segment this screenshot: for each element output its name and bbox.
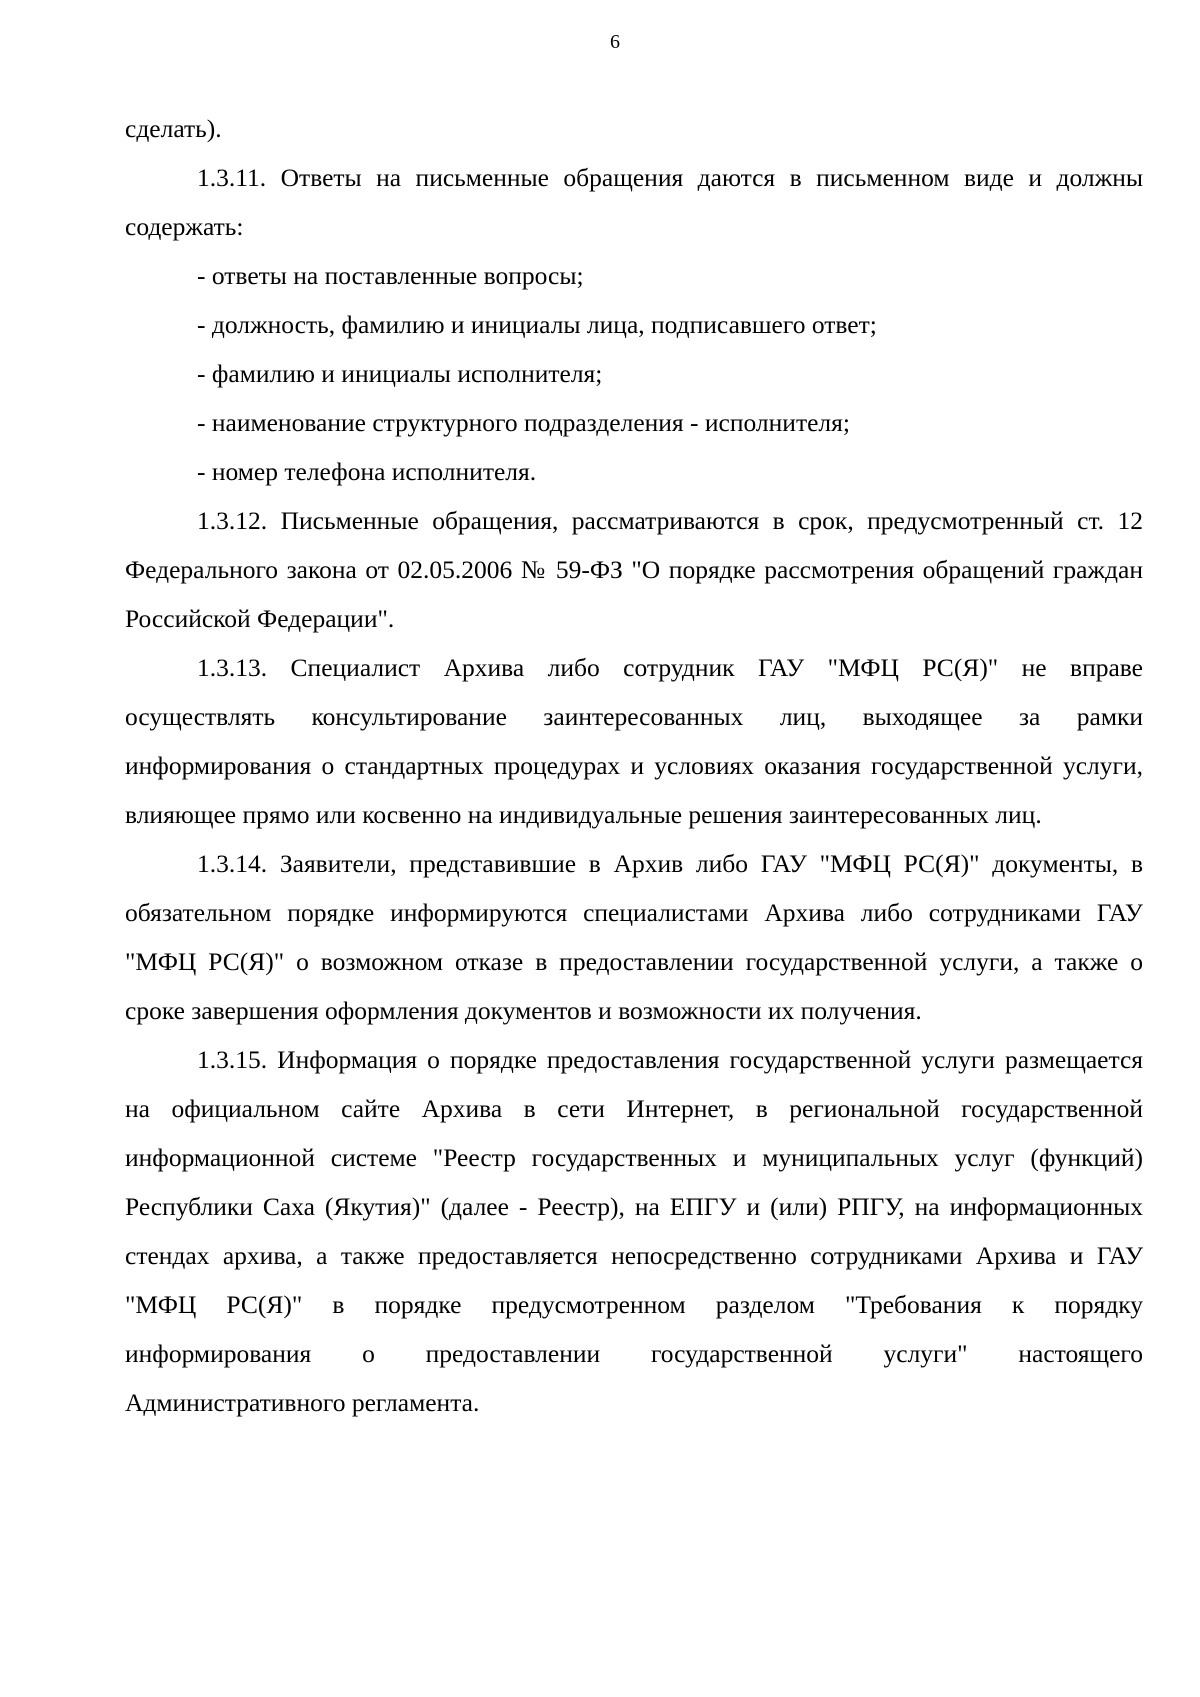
document-body xyxy=(125,104,1143,1427)
list-item: - наименование структурного подразделения - исполнителя; xyxy=(197,408,850,437)
page-number: 6 xyxy=(610,31,620,53)
list-item: - ответы на поставленные вопросы; xyxy=(197,261,584,290)
list-item: - должность, фамилию и инициалы лица, подписавшего ответ; xyxy=(197,310,877,339)
list-item: - фамилию и инициалы исполнителя; xyxy=(197,359,603,388)
paragraph-1-3-15: 1.3.15. Информация о порядке предоставления государственной услуги размещается на официальном сайте Архива в сети Интернет, в региональной государственной информационной системе "Реестр государственных и муниципальных услуг (функций) Республики Саха (Якутия)" (далее - Реестр), на ЕПГУ и (или) РПГУ, на информационных стендах архива, а также предоставляется непосредственно сотрудниками Архива и ГАУ "МФЦ РС(Я)" в порядке предусмотренном разделом "Требования к порядку информирования о предоставлении государственной услуги" настоящего Административного регламента. xyxy=(125,1045,1143,1417)
paragraph-1-3-13: 1.3.13. Специалист Архива либо сотрудник ГАУ "МФЦ РС(Я)" не вправе осуществлять консультирование заинтересованных лиц, выходящее за рамки информирования о стандартных процедурах и условиях оказания государственной услуги, влияющее прямо или косвенно на индивидуальные решения заинтересованных лиц. xyxy=(125,653,1143,829)
paragraph-1-3-12: 1.3.12. Письменные обращения, рассматриваются в срок, предусмотренный ст. 12 Федерального закона от 02.05.2006 № 59-ФЗ "О порядке рассмотрения обращений граждан Российской Федерации". xyxy=(125,506,1143,633)
paragraph-1-3-14: 1.3.14. Заявители, представившие в Архив либо ГАУ "МФЦ РС(Я)" документы, в обязательном порядке информируются специалистами Архива либо сотрудниками ГАУ "МФЦ РС(Я)" о возможном отказе в предоставлении государственной услуги, а также о сроке завершения оформления документов и возможности их получения. xyxy=(125,849,1143,1025)
paragraph-1-3-11: 1.3.11. Ответы на письменные обращения даются в письменном виде и должны содержать: xyxy=(125,163,1143,241)
answer-requirements-list xyxy=(125,251,1143,496)
continuation-text: сделать). xyxy=(125,114,222,143)
list-item: - номер телефона исполнителя. xyxy=(197,457,537,486)
